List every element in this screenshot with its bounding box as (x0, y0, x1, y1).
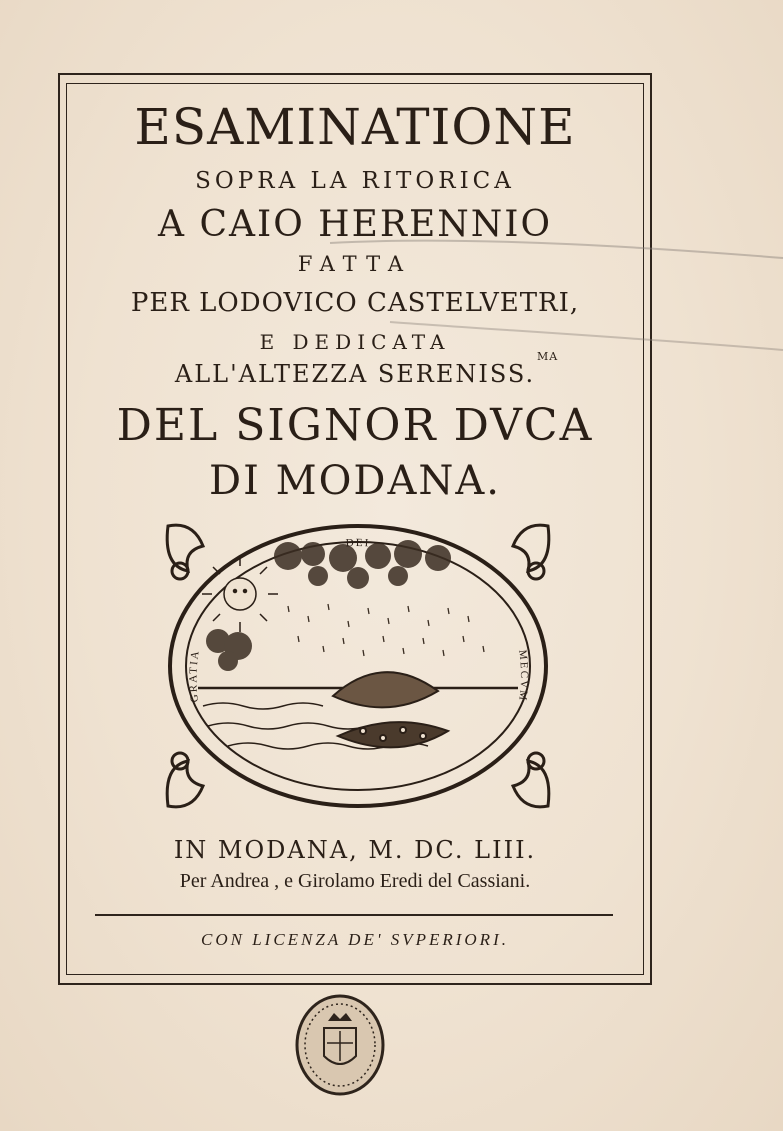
altezza-line: ALL'ALTEZZA SERENISS. (174, 360, 536, 388)
divider-rule (95, 914, 613, 916)
superscript-ma: MA (537, 350, 559, 363)
motto-left: GRATIA (187, 648, 202, 703)
imprint-place-date: IN MODANA, M. DC. LIII. (173, 836, 537, 864)
subtitle-dedicatee: A CAIO HERENNIO (158, 204, 552, 245)
imprint-license: CON LICENZA DE' SVPERIORI. (201, 930, 509, 949)
svg-text:GRATIA (187, 649, 201, 703)
subtitle-line: SOPRA LA RITORICA (195, 168, 515, 194)
svg-text:MECVM (516, 649, 530, 703)
shell-icon (333, 672, 448, 747)
printer-device-woodcut (158, 516, 558, 816)
motto-right: MECVM (516, 649, 531, 703)
rain-pattern (288, 604, 484, 656)
fatta-line: FATTA (297, 252, 413, 276)
main-title: ESAMINATIONE (134, 98, 576, 156)
dedicata-line: E DEDICATA (259, 330, 451, 354)
duca-line: DEL SIGNOR DVCA (116, 400, 594, 451)
imprint-printer: Per Andrea , e Girolamo Eredi del Cassiani. (179, 870, 531, 892)
author-line: PER LODOVICO CASTELVETRI, (130, 288, 580, 318)
svg-text:DEI (345, 537, 370, 549)
sun-icon (202, 556, 278, 632)
motto-top: DEI (345, 536, 371, 550)
library-stamp-seal (294, 993, 387, 1098)
modana-line: DI MODANA. (209, 458, 501, 504)
